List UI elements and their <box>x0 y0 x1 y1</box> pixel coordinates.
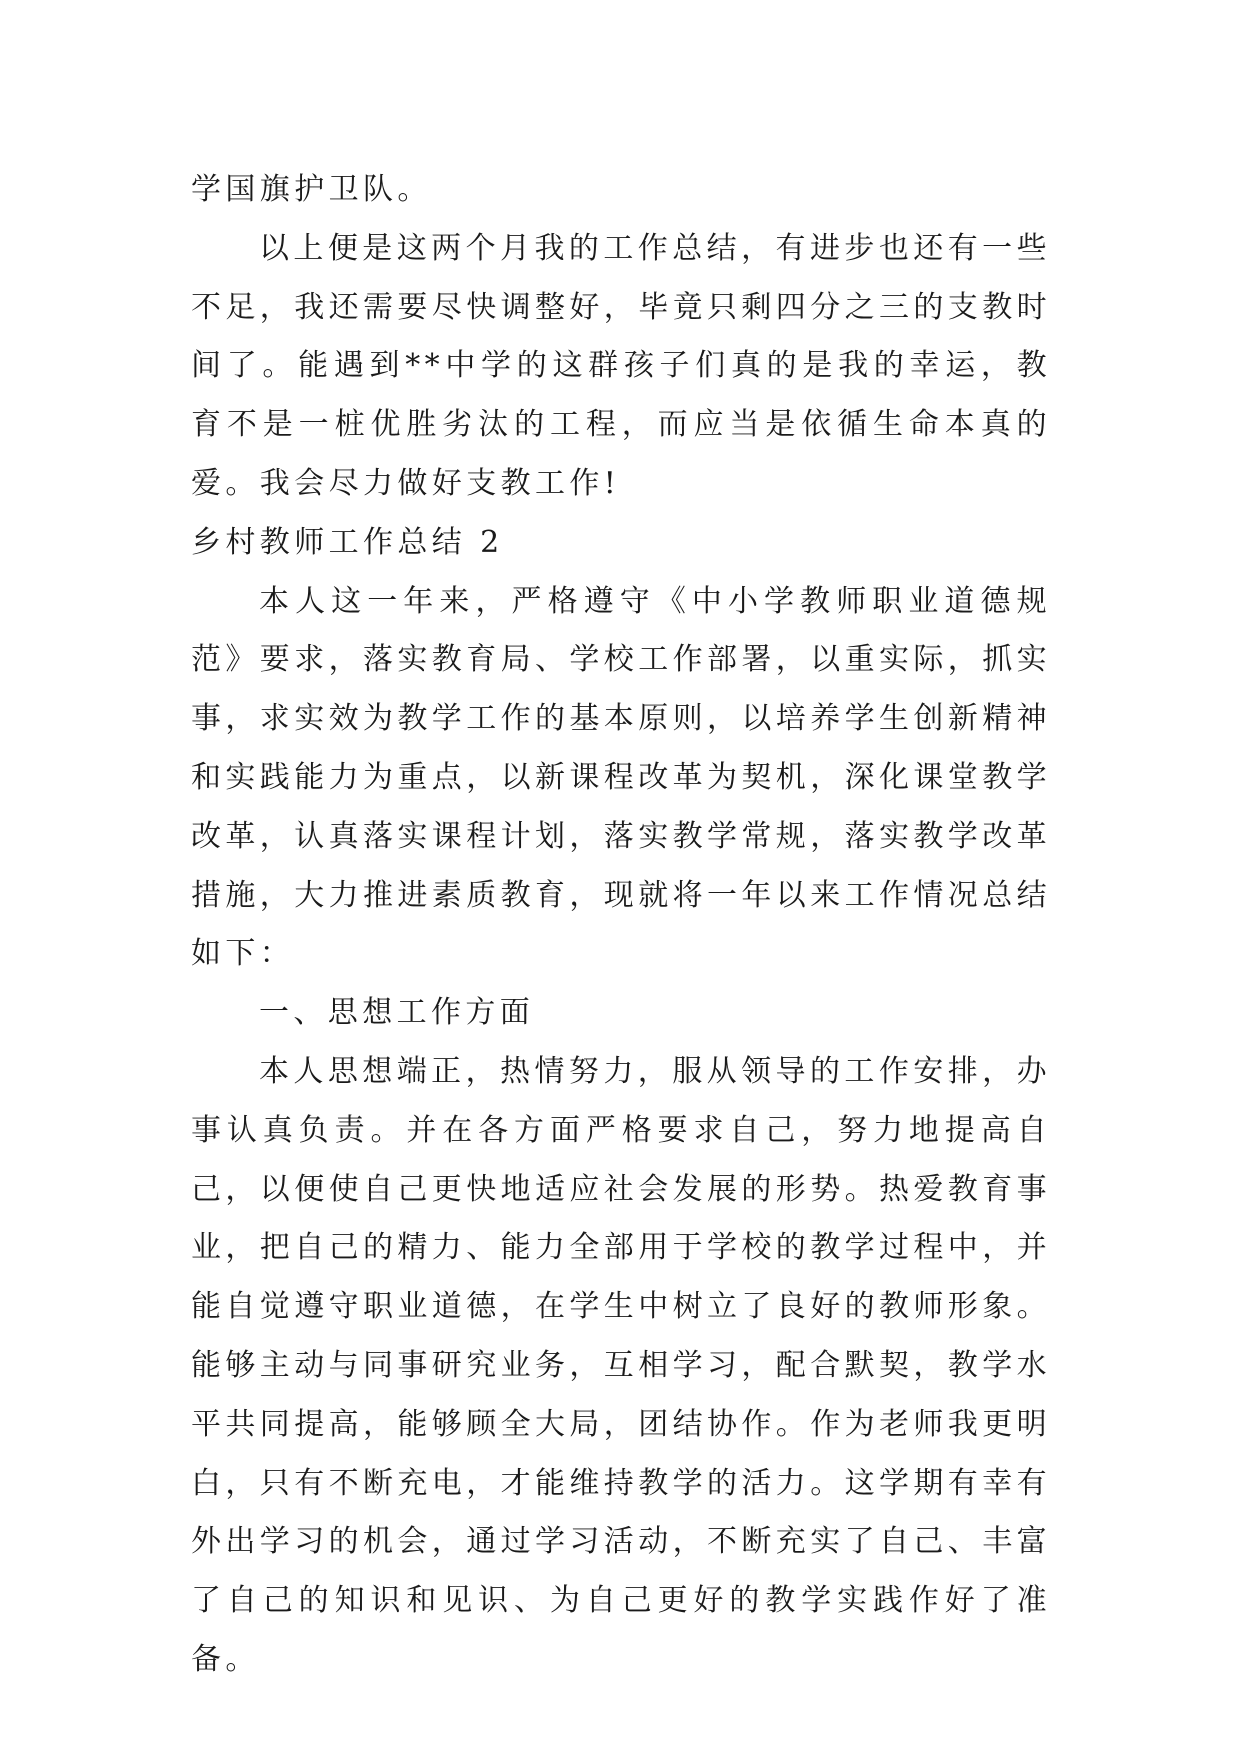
paragraph-thought-work: 本人思想端正，热情努力，服从领导的工作安排，办事认真负责。并在各方面严格要求自己，努力地提高自己，以便使自己更快地适应社会发展的形势。热爱教育事业，把自己的精力、能力全部用于学校的教学过程中，并能自觉遵守职业道德，在学生中树立了良好的教师形象。能够主动与同事研究业务，互相学习，配合默契，教学水平共同提高，能够顾全大局，团结协作。作为老师我更明白，只有不断充电，才能维持教学的活力。这学期有幸有外出学习的机会，通过学习活动，不断充实了自己、丰富了自己的知识和见识、为自己更好的教学实践作好了准备。 <box>191 1053 1051 1677</box>
document-body <box>191 161 1051 1690</box>
summary-line-3: 能遇到**中学的这群孩子们真的是我的幸运，教育不是一桩 <box>191 348 1051 443</box>
subheading-thought-work: 一、思想工作方面 <box>259 995 535 1031</box>
paragraph-intro: 本人这一年来，严格遵守《中小学教师职业道德规范》要求，落实教育局、学校工作部署，以重实际，抓实事，求实效为教学工作的基本原则，以培养学生创新精神和实践能力为重点，以新课程改革为契机，深化课堂教学改革，认真落实课程计划，落实教学常规，落实教学改革措施，大力推进素质教育，现就将一年以来工作情况总结如下： <box>191 583 1051 972</box>
summary-line-5: 好支教工作! <box>431 465 621 501</box>
paragraph-continuation: 学国旗护卫队。 <box>191 172 432 207</box>
summary-line-4: 优胜劣汰的工程，而应当是依循生命本真的爱。我会尽力做 <box>191 407 1051 501</box>
section-title: 乡村教师工作总结 2 <box>191 524 504 560</box>
summary-line-2: 足，我还需要尽快调整好，毕竟只剩四分之三的支教时间了。 <box>191 289 1052 384</box>
summary-line-1: 以上便是这两个月我的工作总结，有进步也还有一些不 <box>191 230 1051 325</box>
paragraph-summary <box>191 220 1051 514</box>
